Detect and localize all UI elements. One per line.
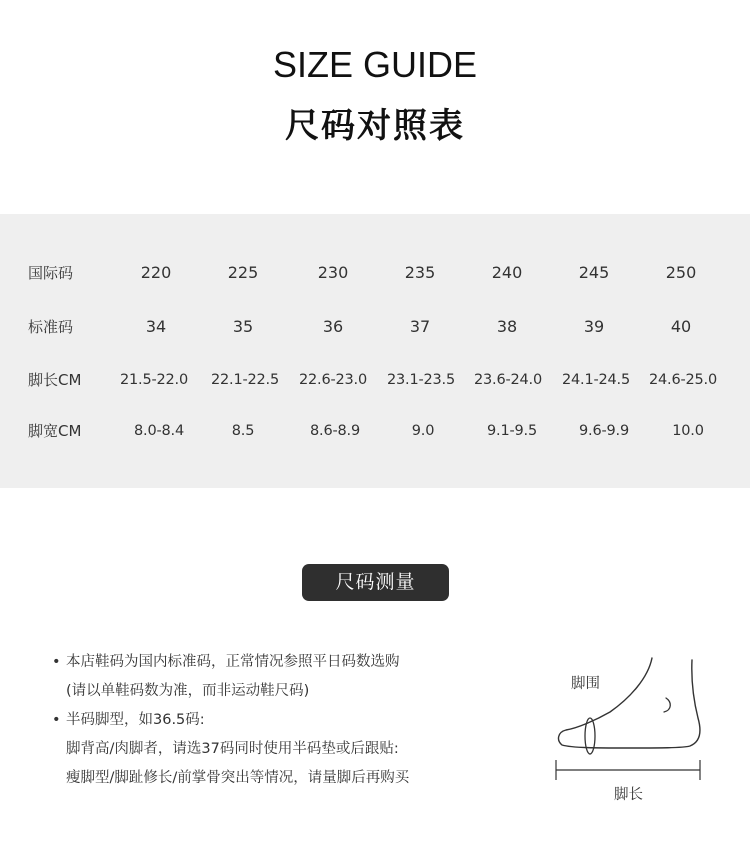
list-item (66, 679, 309, 703)
table-cell: 24.1-24.5 (561, 372, 630, 388)
page-title-cn: 尺码对照表 (285, 106, 465, 146)
row-label: 标准码 (28, 318, 74, 336)
table-cell: 40 (670, 317, 692, 336)
note-text: 半码脚型，如36.5码: (66, 712, 205, 728)
list-item (52, 708, 205, 732)
table-cell: 23.1-23.5 (386, 372, 455, 388)
size-measurement-heading: 尺码测量 (302, 564, 449, 601)
bullet-icon: • (52, 712, 61, 728)
table-cell: 24.6-25.0 (648, 372, 717, 388)
row-label: 脚宽CM (28, 422, 82, 440)
table-cell: 22.6-23.0 (298, 372, 367, 388)
table-cell: 34 (145, 317, 167, 336)
table-cell: 220 (140, 263, 172, 282)
table-cell: 8.5 (231, 423, 255, 439)
table-cell: 23.6-24.0 (473, 372, 542, 388)
table-cell: 240 (491, 263, 523, 282)
table-cell: 21.5-22.0 (119, 372, 188, 388)
page-title-en: SIZE GUIDE (272, 44, 478, 85)
table-row (0, 416, 750, 446)
list-item (66, 737, 399, 761)
foot-measurement-diagram (548, 648, 718, 808)
list-item (52, 650, 400, 674)
table-cell: 10.0 (672, 423, 704, 439)
size-table (0, 214, 750, 488)
table-cell: 235 (404, 263, 436, 282)
girth-label: 脚围 (571, 676, 600, 692)
table-cell: 9.0 (411, 423, 435, 439)
table-cell: 39 (583, 317, 605, 336)
table-row (0, 258, 750, 288)
note-text: 瘦脚型/脚趾修长/前掌骨突出等情况，请量脚后再购买 (66, 770, 410, 786)
note-text: 本店鞋码为国内标准码，正常情况参照平日码数选购 (66, 654, 400, 670)
table-cell: 22.1-22.5 (210, 372, 279, 388)
table-cell: 37 (409, 317, 431, 336)
table-row (0, 312, 750, 342)
list-item (66, 766, 409, 790)
table-cell: 250 (665, 263, 697, 282)
row-label: 脚长CM (28, 371, 82, 389)
table-cell: 8.6-8.9 (310, 423, 360, 439)
length-label: 脚长 (614, 787, 643, 803)
table-cell: 38 (496, 317, 518, 336)
table-cell: 9.6-9.9 (579, 423, 629, 439)
table-cell: 9.1-9.5 (487, 423, 537, 439)
table-cell: 8.0-8.4 (134, 423, 184, 439)
table-cell: 245 (578, 263, 610, 282)
row-label: 国际码 (28, 264, 74, 282)
table-cell: 225 (227, 263, 259, 282)
bullet-icon: • (52, 654, 61, 670)
table-cell: 35 (232, 317, 254, 336)
table-row (0, 365, 750, 395)
note-text: 脚背高/肉脚者，请选37码同时使用半码垫或后跟贴: (66, 741, 399, 757)
table-cell: 36 (322, 317, 344, 336)
table-cell: 230 (317, 263, 349, 282)
note-text: (请以单鞋码数为准，而非运动鞋尺码) (66, 683, 310, 699)
